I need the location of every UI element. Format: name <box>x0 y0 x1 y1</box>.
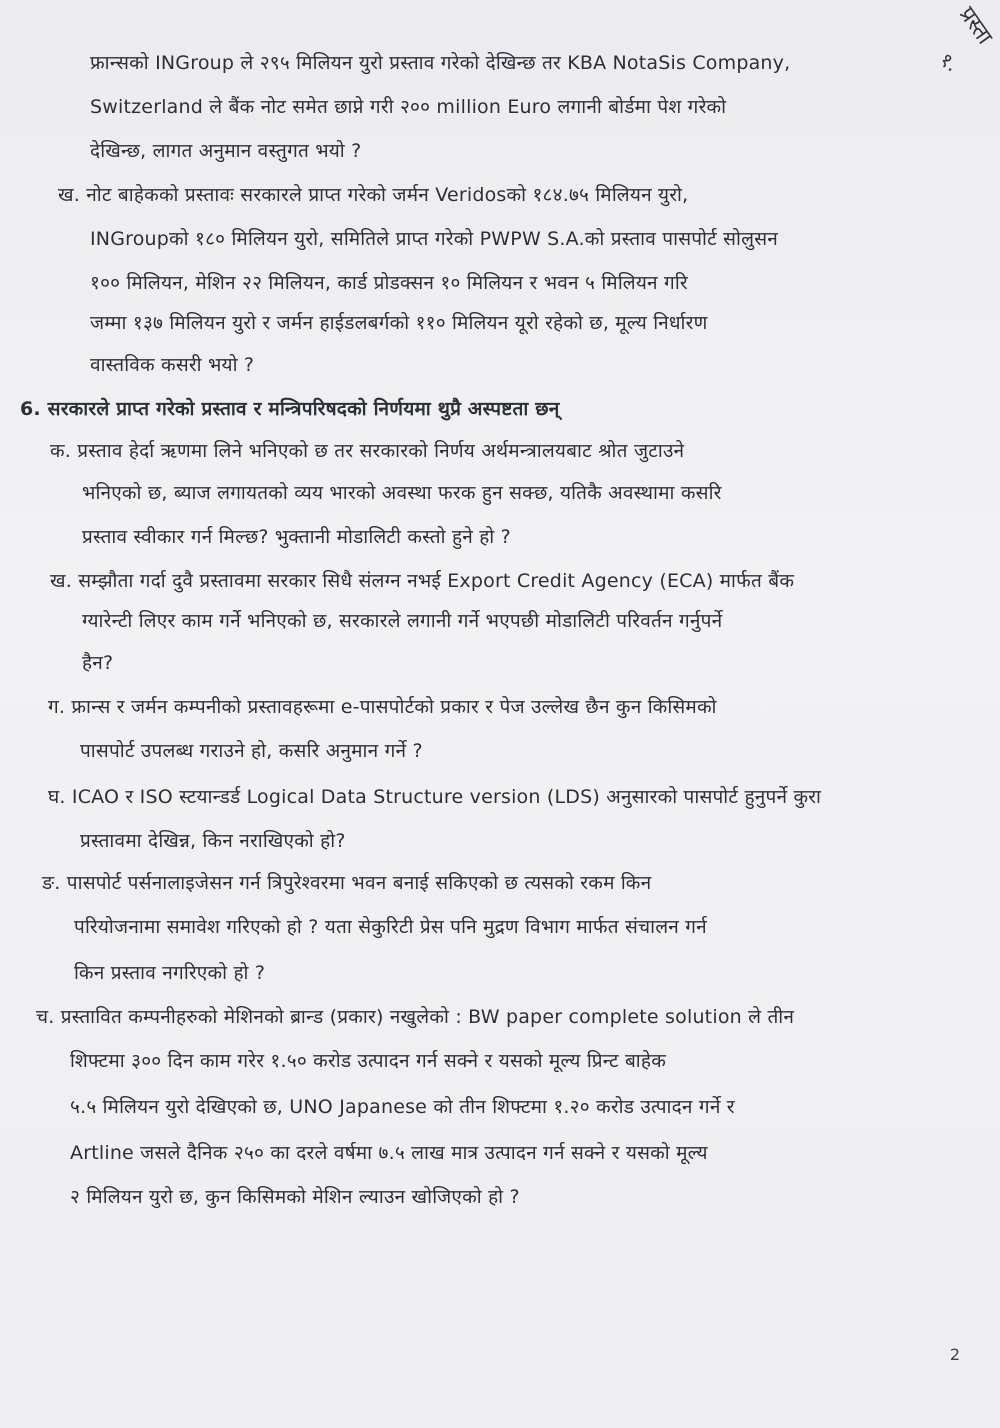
text-line: INGroupको १८० मिलियन युरो, समितिले प्राप्त गरेको PWPW S.A.को प्रस्ताव पासपोर्ट सोलुसन <box>90 228 779 250</box>
list-item-kha: ख. सम्झौता गर्दा दुवै प्रस्तावमा सरकार सिधै संलग्न नभई Export Credit Agency (ECA) मार्फत बैंक <box>50 570 795 592</box>
text-line: किन प्रस्ताव नगरिएको हो ? <box>74 962 266 984</box>
list-item-nga: ङ. पासपोर्ट पर्सनालाइजेसन गर्न त्रिपुरेश्वरमा भवन बनाई सकिएको छ त्यसको रकम किन <box>42 872 652 894</box>
text-line: प्रस्तावमा देखिन्न, किन नराखिएको हो? <box>80 830 346 852</box>
corner-number: १. <box>935 47 964 77</box>
list-item-gha: घ. ICAO र ISO स्टयान्डर्ड Logical Data Structure version (LDS) अनुसारको पासपोर्ट हुनुपर्ने कुरा <box>48 786 822 808</box>
text-line: Artline जसले दैनिक २५० का दरले वर्षमा ७.५ लाख मात्र उत्पादन गर्न सक्ने र यसको मूल्य <box>70 1142 708 1164</box>
section-heading: 6. सरकारले प्राप्त गरेको प्रस्ताव र मन्त्रिपरिषदको निर्णयमा थुप्रै अस्पष्टता छन् <box>20 398 560 420</box>
page-number: 2 <box>949 1345 960 1364</box>
text-line: परियोजनामा समावेश गरिएको हो ? यता सेकुरिटी प्रेस पनि मुद्रण विभाग मार्फत संचालन गर्न <box>74 916 707 938</box>
text-line: फ्रान्सको INGroup ले २९५ मिलियन युरो प्रस्ताव गरेको देखिन्छ तर KBA NotaSis Company, <box>90 52 791 74</box>
text-line: Switzerland ले बैंक नोट समेत छाप्ने गरी २०० million Euro लगानी बोर्डमा पेश गरेको <box>90 96 727 118</box>
corner-label: प्रस्ता <box>953 2 997 50</box>
text-line: वास्तविक कसरी भयो ? <box>90 354 255 376</box>
text-line: ग्यारेन्टी लिएर काम गर्ने भनिएको छ, सरकारले लगानी गर्ने भएपछी मोडालिटी परिवर्तन गर्नुपर्ने <box>82 610 723 632</box>
text-line: भनिएको छ, ब्याज लगायतको व्यय भारको अवस्था फरक हुन सक्छ, यतिकै अवस्थामा कसरि <box>82 482 722 504</box>
text-line: शिफ्टमा ३०० दिन काम गरेर १.५० करोड उत्पादन गर्न सक्ने र यसको मूल्य प्रिन्ट बाहेक <box>70 1050 667 1072</box>
text-line: देखिन्छ, लागत अनुमान वस्तुगत भयो ? <box>90 140 362 162</box>
text-line: पासपोर्ट उपलब्ध गराउने हो, कसरि अनुमान गर्ने ? <box>80 740 423 762</box>
list-item-ga: ग. फ्रान्स र जर्मन कम्पनीको प्रस्तावहरूमा e-पासपोर्टको प्रकार र पेज उल्लेख छैन कुन किसिमको <box>48 696 717 718</box>
list-item-ka: क. प्रस्ताव हेर्दा ऋणमा लिने भनिएको छ तर सरकारको निर्णय अर्थमन्त्रालयबाट श्रोत जुटाउने <box>50 440 685 462</box>
text-line: २ मिलियन युरो छ, कुन किसिमको मेशिन ल्याउन खोजिएको हो ? <box>70 1186 520 1208</box>
text-line: हैन? <box>82 652 114 674</box>
text-line: १०० मिलियन, मेशिन २२ मिलियन, कार्ड प्रोडक्सन १० मिलियन र भवन ५ मिलियन गरि <box>90 272 688 294</box>
text-line: ५.५ मिलियन युरो देखिएको छ, UNO Japanese को तीन शिफ्टमा १.२० करोड उत्पादन गर्ने र <box>70 1096 735 1118</box>
text-line: जम्मा १३७ मिलियन युरो र जर्मन हाईडलबर्गको ११० मिलियन यूरो रहेको छ, मूल्य निर्धारण <box>90 312 708 334</box>
list-item-cha: च. प्रस्तावित कम्पनीहरुको मेशिनको ब्रान्ड (प्रकार) नखुलेको : BW paper complete solution ले तीन <box>36 1006 795 1028</box>
list-item-kha: ख. नोट बाहेकको प्रस्तावः सरकारले प्राप्त गरेको जर्मन Veridosको १८४.७५ मिलियन युरो, <box>58 184 689 206</box>
text-line: प्रस्ताव स्वीकार गर्न मिल्छ? भुक्तानी मोडालिटी कस्तो हुने हो ? <box>82 526 511 548</box>
